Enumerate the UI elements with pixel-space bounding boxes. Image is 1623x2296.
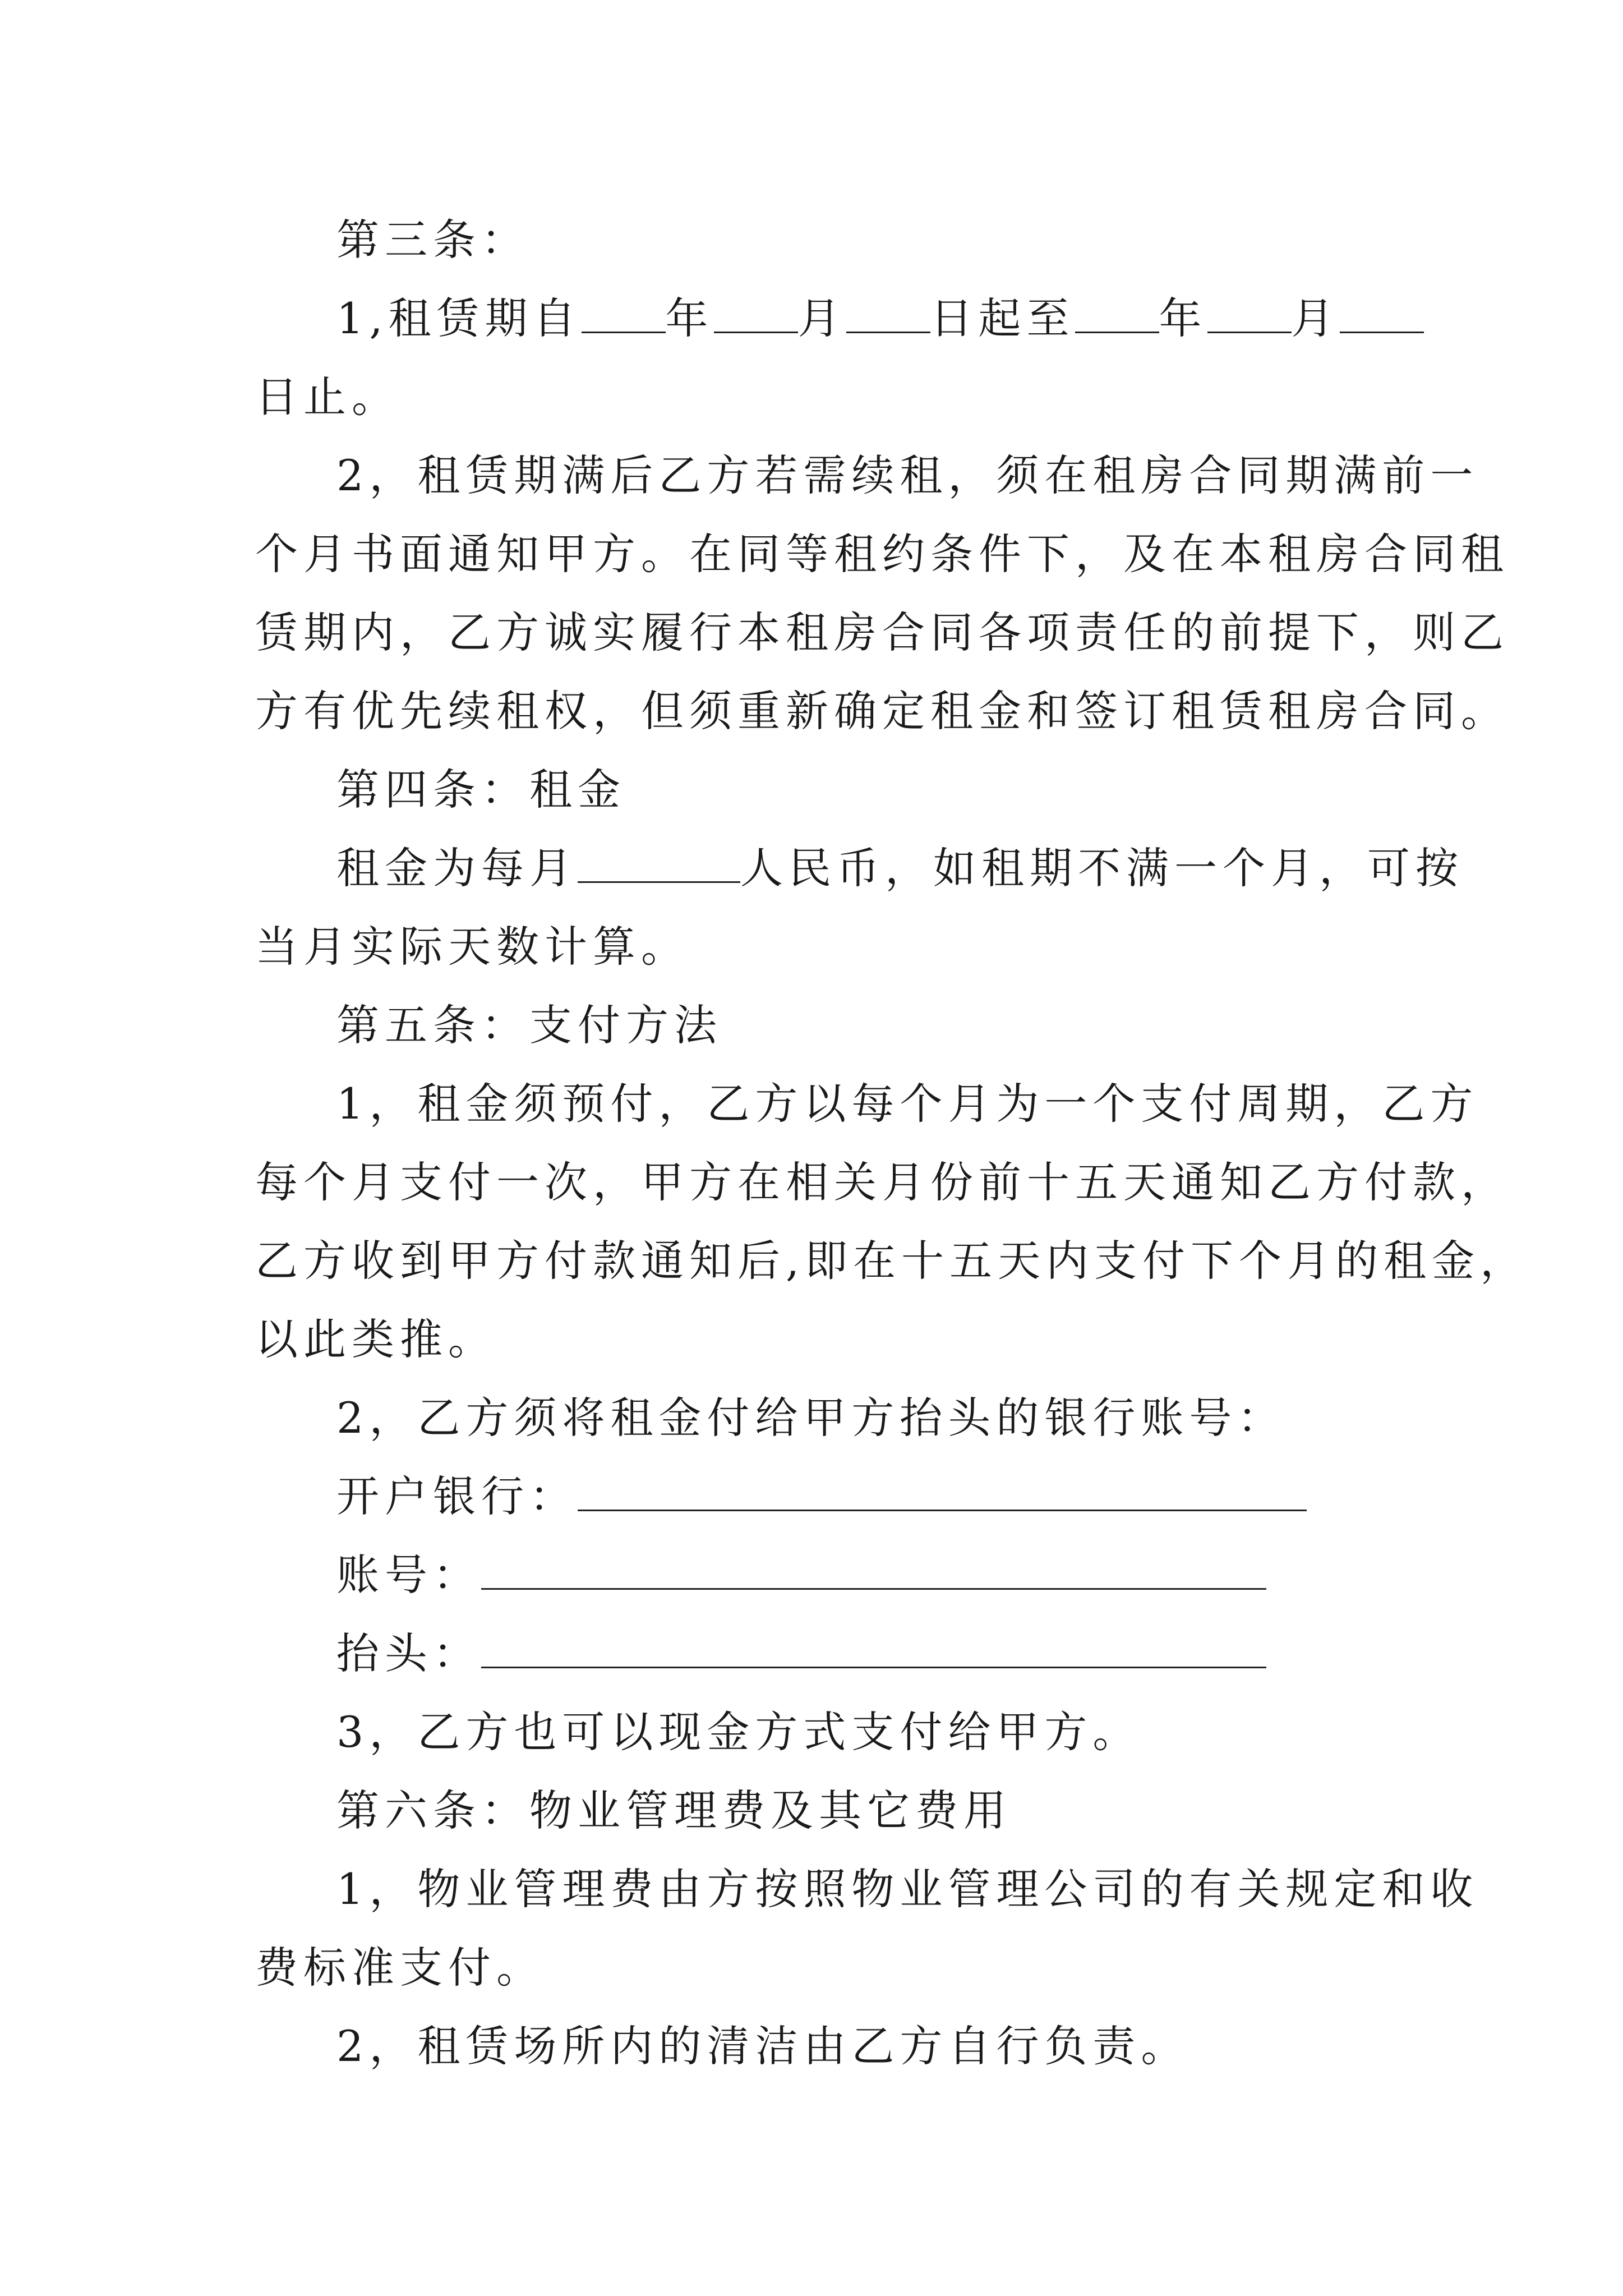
account-holder-label: 抬头：	[336, 1628, 481, 1678]
account-number-line	[336, 1548, 1266, 1602]
article-6-heading: 第六条：物业管理费及其它费用	[336, 1786, 1012, 1835]
start-year-blank[interactable]	[582, 296, 666, 333]
property-fee-line-1: 1，物业管理费由方按照物业管理公司的有关规定和收	[336, 1864, 1479, 1914]
bank-name-blank[interactable]	[578, 1474, 1307, 1511]
start-day-blank[interactable]	[846, 296, 930, 333]
lease-period-line	[336, 292, 1424, 346]
payment-clause-line-1: 1，租金须预付，乙方以每个月为一个支付周期，乙方	[336, 1079, 1479, 1129]
end-month-blank[interactable]	[1207, 296, 1292, 333]
year-label: 年	[665, 293, 714, 343]
renewal-clause-line-3: 赁期内，乙方诚实履行本租房合同各项责任的前提下，则乙	[255, 608, 1509, 657]
bank-account-clause: 2，乙方须将租金付给甲方抬头的银行账号：	[336, 1393, 1286, 1443]
year-label-2: 年	[1159, 293, 1207, 343]
rent-amount-blank[interactable]	[578, 845, 740, 883]
article-5-heading: 第五条：支付方法	[336, 1000, 722, 1050]
payment-clause-line-2: 每个月支付一次，甲方在相关月份前十五天通知乙方付款，	[255, 1157, 1509, 1207]
account-holder-line	[336, 1627, 1266, 1681]
payment-clause-line-4: 以此类推。	[255, 1314, 496, 1364]
article-3-heading: 第三条：	[336, 215, 529, 265]
lease-end-line: 日止。	[255, 372, 400, 422]
lease-period-label: 1,租赁期自	[336, 293, 582, 343]
account-number-label: 账号：	[336, 1550, 481, 1600]
month-label: 月	[797, 293, 846, 343]
cash-payment-clause: 3，乙方也可以现金方式支付给甲方。	[336, 1707, 1141, 1757]
payment-clause-line-3: 乙方收到甲方付款通知后,即在十五天内支付下个月的租金，	[255, 1236, 1529, 1286]
end-year-blank[interactable]	[1075, 296, 1159, 333]
start-month-blank[interactable]	[714, 296, 798, 333]
rent-terms: 人民币，如租期不满一个月，可按	[740, 843, 1464, 893]
end-day-blank[interactable]	[1340, 296, 1424, 333]
account-number-blank[interactable]	[481, 1552, 1266, 1590]
account-holder-blank[interactable]	[481, 1631, 1266, 1668]
month-label-2: 月	[1291, 293, 1340, 343]
day-to-label: 日起至	[930, 293, 1075, 343]
rent-label: 租金为每月	[336, 843, 578, 893]
bank-name-line	[336, 1470, 1307, 1524]
rent-amount-line	[336, 841, 1464, 895]
cleaning-clause: 2，租赁场所内的清洁由乙方自行负责。	[336, 2021, 1189, 2071]
rent-calc-line: 当月实际天数计算。	[255, 922, 689, 972]
article-4-heading: 第四条：租金	[336, 765, 626, 815]
bank-name-label: 开户银行：	[336, 1471, 578, 1521]
renewal-clause-line-2: 个月书面通知甲方。在同等租约条件下，及在本租房合同租	[255, 529, 1509, 579]
renewal-clause-line-4: 方有优先续租权，但须重新确定租金和签订租赁租房合同。	[255, 686, 1509, 736]
renewal-clause-line-1: 2，租赁期满后乙方若需续租，须在租房合同期满前一	[336, 450, 1479, 500]
property-fee-line-2: 费标准支付。	[255, 1943, 545, 1993]
